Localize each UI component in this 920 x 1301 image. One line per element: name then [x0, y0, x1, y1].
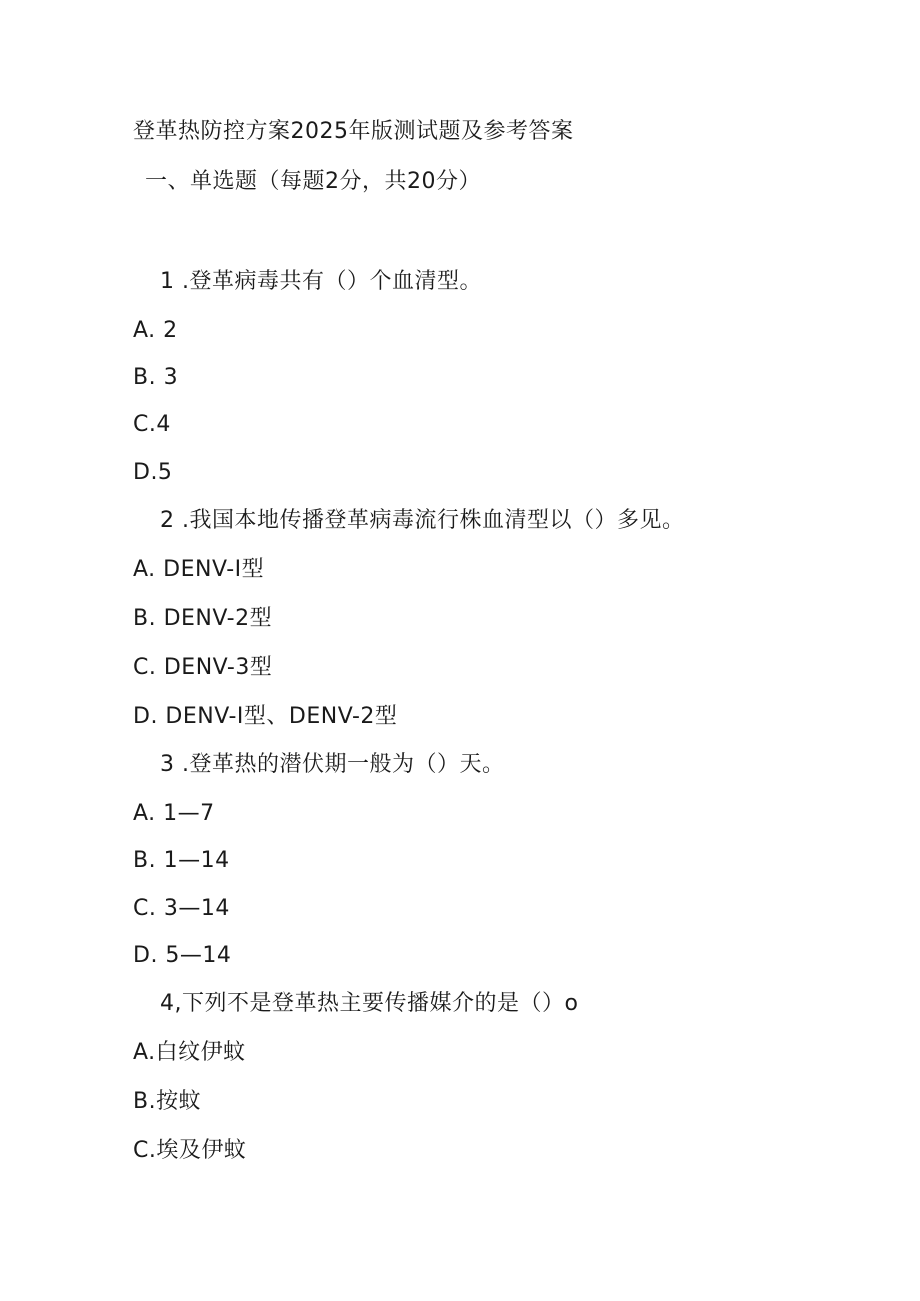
question-2-option-a: A. DENV-I型 [133, 557, 265, 582]
question-1-option-d: D.5 [133, 460, 173, 485]
question-2-option-c: C. DENV-3型 [133, 655, 273, 680]
question-1-option-a: A. 2 [133, 318, 178, 343]
question-2: 2 .我国本地传播登革病毒流行株血清型以（）多见。 [160, 508, 685, 533]
question-4-option-b: B.按蚊 [133, 1089, 202, 1114]
question-1-option-b: B. 3 [133, 365, 179, 390]
question-4-option-a: A.白纹伊蚊 [133, 1040, 246, 1065]
question-3-option-a: A. 1—7 [133, 801, 215, 826]
question-1: 1 .登革病毒共有（）个血清型。 [160, 269, 482, 294]
question-4: 4,下列不是登革热主要传播媒介的是（）o [160, 991, 579, 1016]
question-3: 3 .登革热的潜伏期一般为（）天。 [160, 752, 505, 777]
question-3-option-c: C. 3—14 [133, 896, 230, 921]
section-heading: 一、单选题（每题2分，共20分） [145, 169, 481, 194]
question-3-option-d: D. 5—14 [133, 943, 232, 968]
question-1-option-c: C.4 [133, 412, 171, 437]
document-title: 登革热防控方案2025年版测试题及参考答案 [133, 119, 574, 144]
question-3-option-b: B. 1—14 [133, 848, 230, 873]
question-2-option-d: D. DENV-I型、DENV-2型 [133, 704, 398, 729]
question-2-option-b: B. DENV-2型 [133, 606, 273, 631]
question-4-option-c: C.埃及伊蚊 [133, 1138, 247, 1163]
